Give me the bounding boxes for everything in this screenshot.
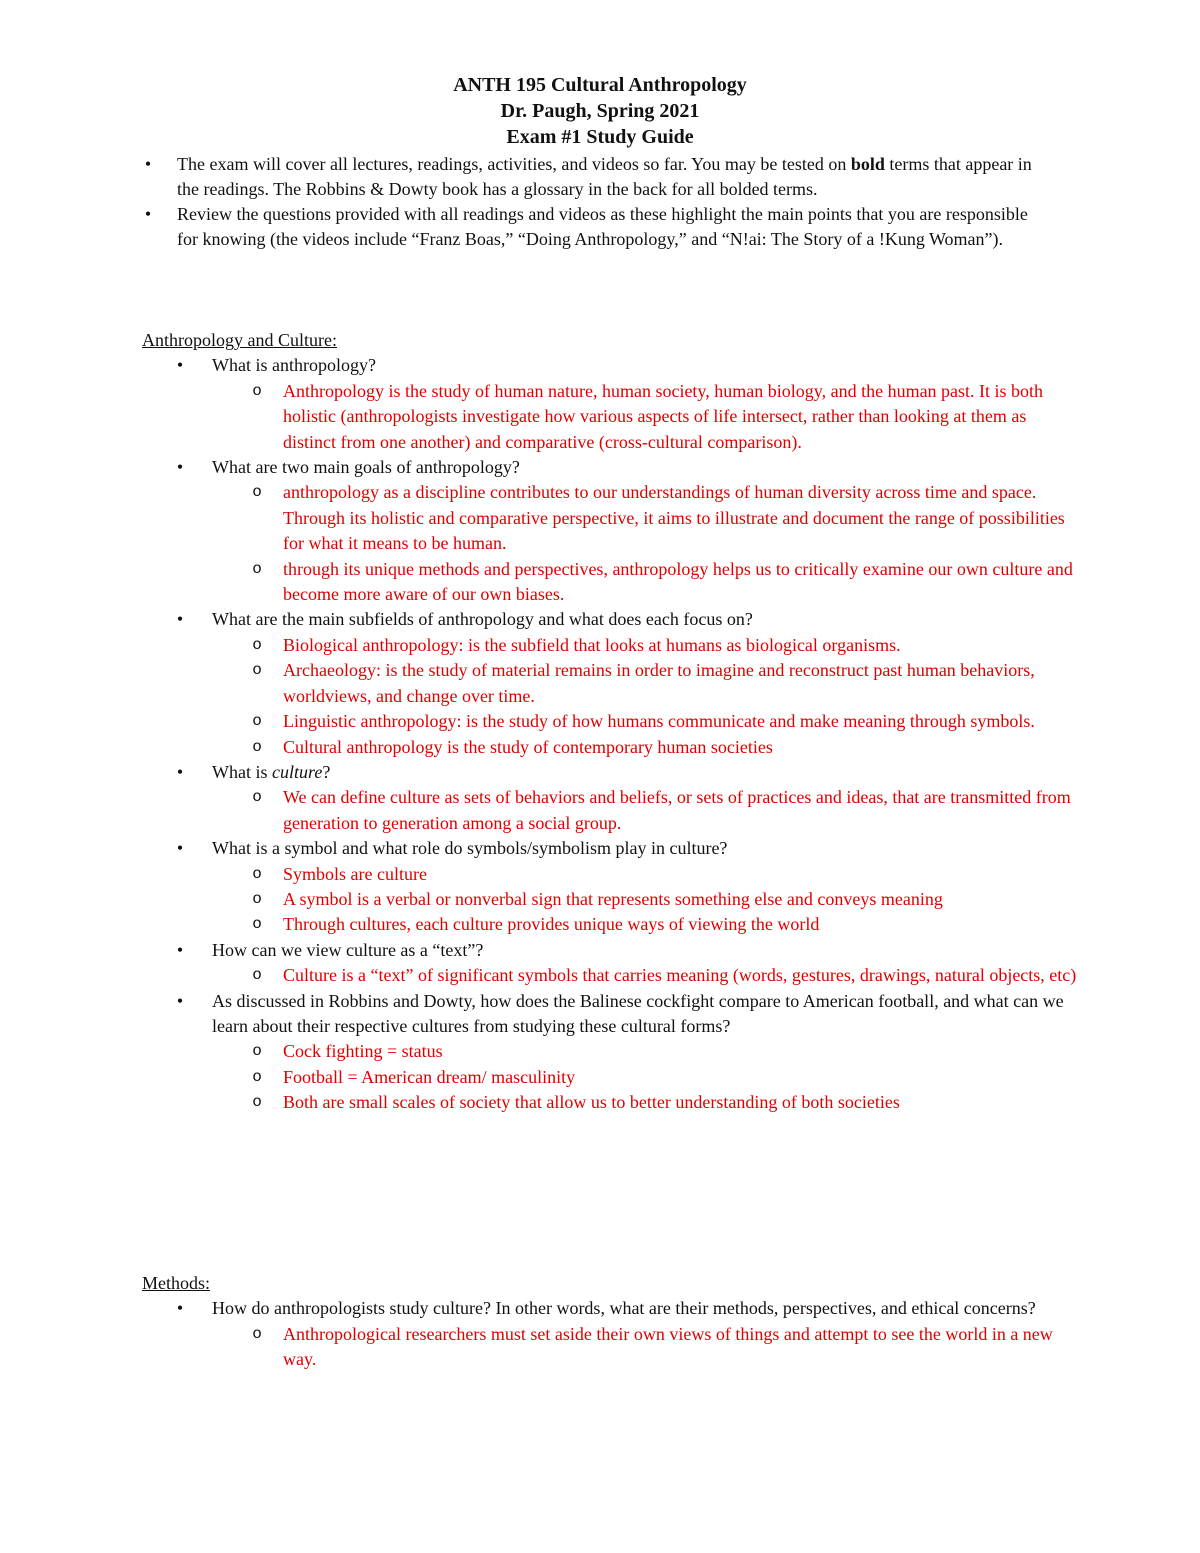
sub-bullet-icon: o (252, 635, 262, 654)
sub-bullet-icon: o (252, 483, 262, 502)
sub-bullet-icon: o (252, 1093, 262, 1112)
question-item (142, 989, 1082, 1040)
answer-item (142, 1039, 1082, 1064)
sub-bullet-icon: o (252, 966, 262, 985)
answer-text: Biological anthropology: is the subfield that looks at humans as biological organisms. (283, 634, 901, 655)
answer-item (142, 735, 1082, 760)
sub-bullet-icon: o (252, 915, 262, 934)
answer-text: We can define culture as sets of behaviors and beliefs, or sets of practices and ideas, that are transmitted from generation to generation among a social group. (283, 787, 1071, 833)
question-item (142, 938, 1082, 963)
question-text: What are two main goals of anthropology? (212, 457, 520, 478)
question-item (142, 1296, 1082, 1321)
question-item (142, 760, 1082, 785)
intro-list (142, 152, 1042, 252)
bullet-icon: • (176, 990, 184, 1011)
intro-item-review (142, 202, 1042, 252)
question-text: What is anthropology? (212, 355, 376, 376)
answer-item (142, 709, 1082, 734)
answer-text: Through cultures, each culture provides unique ways of viewing the world (283, 914, 820, 935)
question-text: ? (322, 761, 331, 782)
question-item (142, 455, 1082, 480)
answer-text: Linguistic anthropology: is the study of how humans communicate and make meaning through symbols. (283, 711, 1035, 732)
section-anthropology-culture (142, 328, 1082, 1116)
answer-item (142, 1090, 1082, 1115)
answer-item (142, 1322, 1082, 1373)
answer-item (142, 862, 1082, 887)
answer-text: Archaeology: is the study of material remains in order to imagine and reconstruct past human behaviors, worldviews, and change over time. (283, 660, 1035, 706)
question-text: What are the main subfields of anthropology and what does each focus on? (212, 609, 753, 630)
bullet-icon: • (176, 457, 184, 478)
sub-bullet-icon: o (252, 1324, 262, 1343)
answer-item (142, 1065, 1082, 1090)
bullet-icon: • (176, 838, 184, 859)
question-text: What is (212, 761, 272, 782)
answer-text: Culture is a “text” of significant symbols that carries meaning (words, gestures, drawings, natural objects, etc) (283, 965, 1077, 986)
answer-text: Cultural anthropology is the study of contemporary human societies (283, 736, 773, 757)
answer-item (142, 887, 1082, 912)
sub-bullet-icon: o (252, 381, 262, 400)
sub-bullet-icon: o (252, 559, 262, 578)
question-text: How do anthropologists study culture? In other words, what are their methods, perspectives, and ethical concerns? (212, 1298, 1036, 1319)
section-methods (142, 1271, 1082, 1373)
question-text: What is a symbol and what role do symbols/symbolism play in culture? (212, 838, 728, 859)
answer-item (142, 480, 1082, 556)
answer-item (142, 912, 1082, 937)
answer-text: Both are small scales of society that allow us to better understanding of both societies (283, 1092, 900, 1113)
instructor-term: Dr. Paugh, Spring 2021 (500, 100, 700, 122)
bullet-icon: • (144, 204, 152, 224)
sub-bullet-icon: o (252, 889, 262, 908)
sub-bullet-icon: o (252, 737, 262, 756)
intro-text: Review the questions provided with all readings and videos as these highlight the main points that you are responsible for knowing (the videos include “Franz Boas,” “Doing Anthropology,” and “N!ai: The Story of a !Kung Woman”). (177, 204, 1028, 249)
intro-text: The exam will cover all lectures, readings, activities, and videos so far. You may be tested on (177, 154, 851, 174)
sub-bullet-icon: o (252, 661, 262, 680)
answer-text: Football = American dream/ masculinity (283, 1066, 576, 1087)
sub-bullet-icon: o (252, 712, 262, 731)
answer-text: through its unique methods and perspectives, anthropology helps us to critically examine our own culture and become more aware of our own biases. (283, 558, 1073, 605)
answer-item (142, 658, 1082, 709)
intro-text: terms that appear in the readings. The Robbins & Dowty book has a glossary in the back for all bolded terms. (177, 154, 1032, 199)
answer-item (142, 963, 1082, 988)
sub-bullet-icon: o (252, 864, 262, 883)
answer-text: Cock fighting = status (283, 1041, 443, 1062)
bullet-icon: • (176, 355, 184, 376)
bullet-icon: • (144, 154, 152, 174)
italic-term: culture (272, 761, 323, 782)
question-text: How can we view culture as a “text”? (212, 939, 484, 960)
question-text: As discussed in Robbins and Dowty, how does the Balinese cockfight compare to American football, and what can we learn about their respective cultures from studying these cultural forms? (212, 990, 1064, 1036)
answer-item (142, 379, 1082, 455)
sub-bullet-icon: o (252, 788, 262, 807)
answer-item (142, 633, 1082, 658)
answer-item (142, 785, 1082, 836)
answer-text: A symbol is a verbal or nonverbal sign that represents something else and conveys meaning (283, 888, 943, 909)
answer-item (142, 557, 1082, 608)
sub-bullet-icon: o (252, 1042, 262, 1061)
question-item (142, 353, 1082, 378)
question-item (142, 836, 1082, 861)
question-item (142, 607, 1082, 632)
answer-text: Symbols are culture (283, 863, 427, 884)
course-title: ANTH 195 Cultural Anthropology (453, 74, 747, 96)
bullet-icon: • (176, 939, 184, 960)
document-header (0, 72, 1200, 150)
answer-text: Anthropology is the study of human nature, human society, human biology, and the human past. It is both holistic (anthropologists investigate how various aspects of life intersect, rather than looking at them as distinct from one another) and comparative (cross-cultural comparison). (283, 380, 1044, 452)
bullet-icon: • (176, 1298, 184, 1319)
bullet-icon: • (176, 609, 184, 630)
bold-term: bold (850, 154, 885, 174)
section-title: Methods: (142, 1273, 211, 1293)
answer-text: Anthropological researchers must set aside their own views of things and attempt to see the world in a new way. (283, 1323, 1053, 1370)
sub-bullet-icon: o (252, 1067, 262, 1086)
intro-item-coverage (142, 152, 1042, 202)
answer-text: anthropology as a discipline contributes to our understandings of human diversity across time and space. Through its holistic and comparative perspective, it aims to illustrate and document the range of possibilities for what it means to be human. (283, 482, 1065, 554)
bullet-icon: • (176, 761, 184, 782)
guide-title: Exam #1 Study Guide (506, 126, 694, 148)
section-title: Anthropology and Culture: (142, 330, 337, 350)
